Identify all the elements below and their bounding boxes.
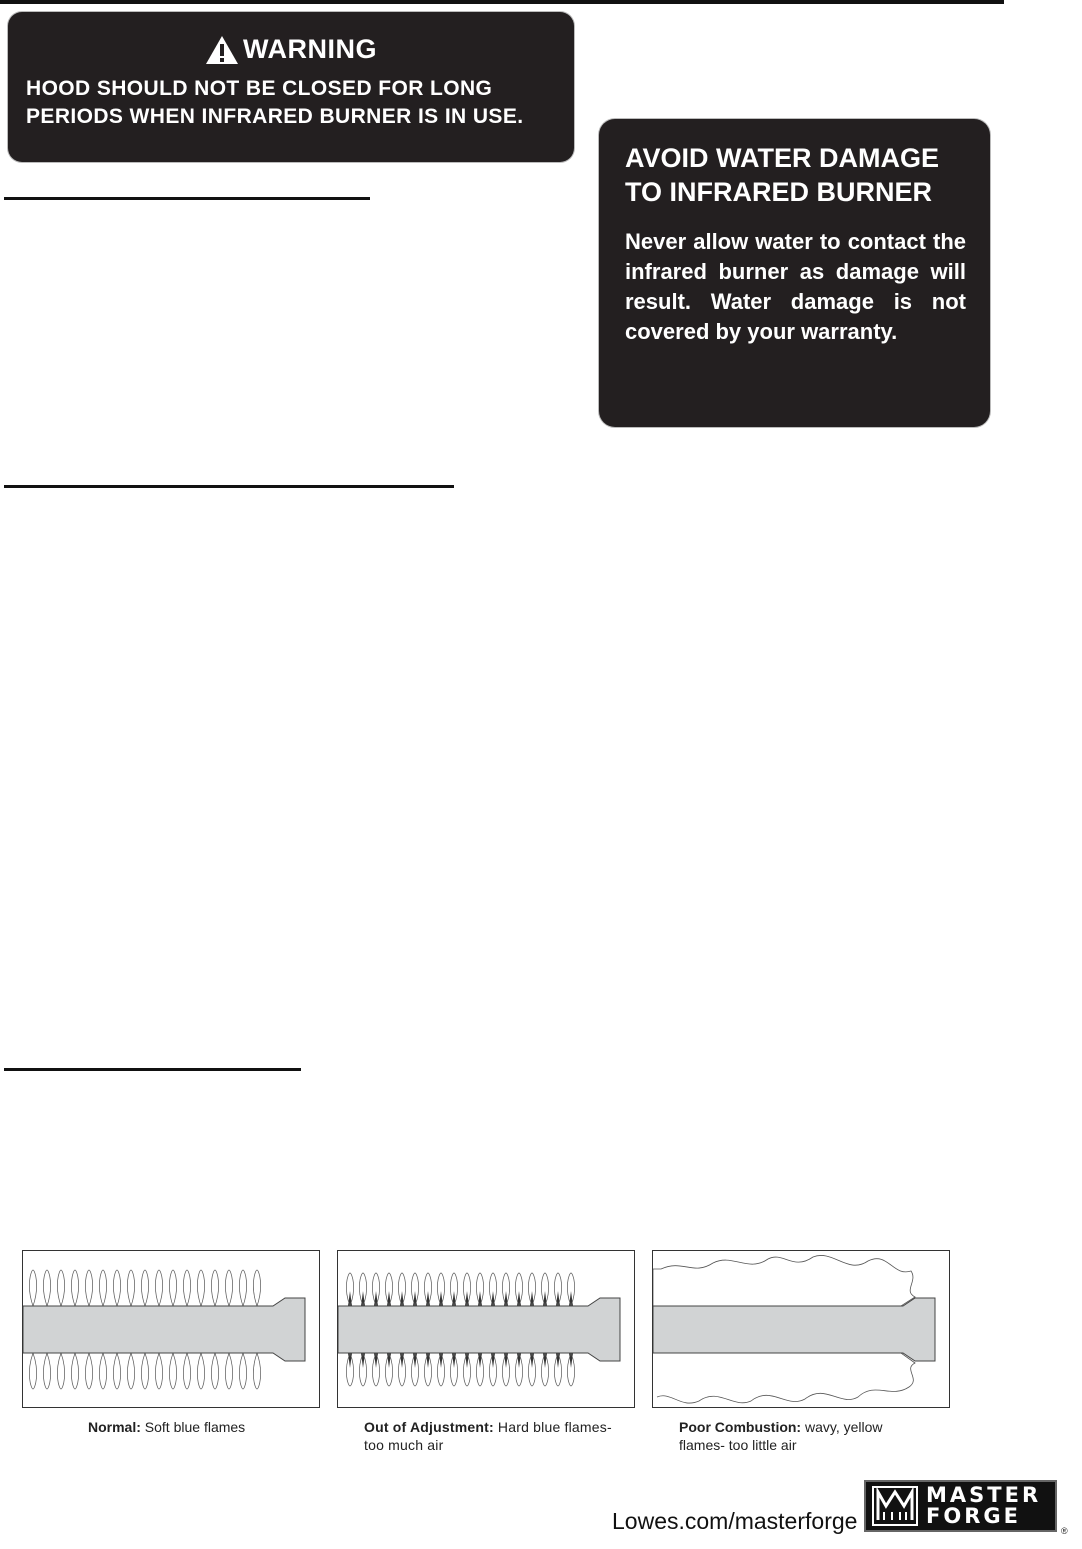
flame-core (517, 1353, 521, 1368)
flame-core (452, 1353, 456, 1368)
flame-shape (253, 1270, 260, 1306)
hard-flame-illustration (338, 1251, 634, 1407)
flame-shape (211, 1270, 218, 1306)
flame-core (465, 1353, 469, 1368)
flame-core (439, 1353, 443, 1368)
flame-core (478, 1353, 482, 1368)
flame-shape (155, 1353, 162, 1389)
flame-core (569, 1353, 573, 1368)
flame-shape (211, 1353, 218, 1389)
flame-core (465, 1291, 469, 1306)
out-of-adjustment-caption: Out of Adjustment: Hard blue flames- too much air (364, 1419, 612, 1453)
flame-shape (99, 1270, 106, 1306)
section-rule (4, 1068, 301, 1071)
flame-core (439, 1291, 443, 1306)
flame-shape (71, 1353, 78, 1389)
flame-shape (239, 1270, 246, 1306)
wavy-flame-illustration (653, 1251, 949, 1407)
flame-core (413, 1291, 417, 1306)
flame-core (491, 1291, 495, 1306)
footer-url[interactable]: Lowes.com/masterforge (612, 1508, 858, 1534)
flame-core (543, 1291, 547, 1306)
flame-shape (29, 1353, 36, 1389)
flame-core (400, 1353, 404, 1368)
flame-shape (239, 1353, 246, 1389)
flame-shape (169, 1270, 176, 1306)
flame-core (491, 1353, 495, 1368)
flame-shape (127, 1353, 134, 1389)
flame-core (556, 1353, 560, 1368)
flame-shape (141, 1270, 148, 1306)
flame-core (504, 1353, 508, 1368)
registered-mark: ® (1061, 1526, 1068, 1536)
flame-core (374, 1353, 378, 1368)
flame-shape (183, 1270, 190, 1306)
flame-shape (225, 1353, 232, 1389)
poor-combustion-caption: Poor Combustion: wavy, yellow flames- too little air (679, 1419, 883, 1453)
flame-shape (183, 1353, 190, 1389)
flame-core (426, 1291, 430, 1306)
water-damage-label (599, 119, 990, 427)
normal-caption: Normal: Soft blue flames (88, 1419, 246, 1435)
flame-core (426, 1353, 430, 1368)
poor-combustion-flame-diagram (652, 1250, 950, 1408)
flame-core (387, 1353, 391, 1368)
flame-shape (197, 1353, 204, 1389)
flame-core (374, 1291, 378, 1306)
flame-shape (71, 1270, 78, 1306)
normal-flame-diagram (22, 1250, 320, 1408)
warning-title: WARNING (8, 34, 574, 65)
top-rule (0, 0, 1004, 4)
flame-core (504, 1291, 508, 1306)
flame-core (348, 1353, 352, 1368)
section-rule (4, 485, 454, 488)
flame-shape (85, 1270, 92, 1306)
water-damage-title: AVOID WATER DAMAGE TO INFRARED BURNER (625, 143, 939, 207)
flame-shape (127, 1270, 134, 1306)
flame-shape (253, 1353, 260, 1389)
flame-shape (43, 1270, 50, 1306)
flame-core (348, 1291, 352, 1306)
flame-shape (169, 1353, 176, 1389)
water-damage-text: Never allow water to contact the infrared burner as damage will result. Water damage is not covered by your warranty. (625, 229, 966, 344)
flame-shape (225, 1270, 232, 1306)
flame-core (478, 1291, 482, 1306)
flame-core (387, 1291, 391, 1306)
flame-shape (57, 1270, 64, 1306)
flame-core (400, 1291, 404, 1306)
master-forge-logo: MASTER FORGE (864, 1480, 1057, 1532)
flame-core (413, 1353, 417, 1368)
out-of-adjustment-flame-diagram (337, 1250, 635, 1408)
master-forge-emblem-icon (872, 1486, 918, 1526)
flame-shape (85, 1353, 92, 1389)
normal-flame-illustration (23, 1251, 319, 1407)
flame-shape (99, 1353, 106, 1389)
flame-shape (57, 1353, 64, 1389)
flame-shape (113, 1270, 120, 1306)
flame-shape (197, 1270, 204, 1306)
flame-core (543, 1353, 547, 1368)
warning-text: HOOD SHOULD NOT BE CLOSED FOR LONG PERIODS WHEN INFRARED BURNER IS IN USE. (26, 77, 524, 128)
flame-core (361, 1291, 365, 1306)
section-rule (4, 197, 370, 200)
flame-shape (155, 1270, 162, 1306)
flame-shape (43, 1353, 50, 1389)
flame-core (530, 1291, 534, 1306)
flame-shape (113, 1353, 120, 1389)
flame-core (556, 1291, 560, 1306)
flame-shape (141, 1353, 148, 1389)
flame-core (452, 1291, 456, 1306)
flame-core (569, 1291, 573, 1306)
flame-core (517, 1291, 521, 1306)
flame-core (530, 1353, 534, 1368)
flame-core (361, 1353, 365, 1368)
flame-shape (29, 1270, 36, 1306)
warning-triangle-icon (205, 35, 239, 65)
warning-label (8, 12, 574, 162)
